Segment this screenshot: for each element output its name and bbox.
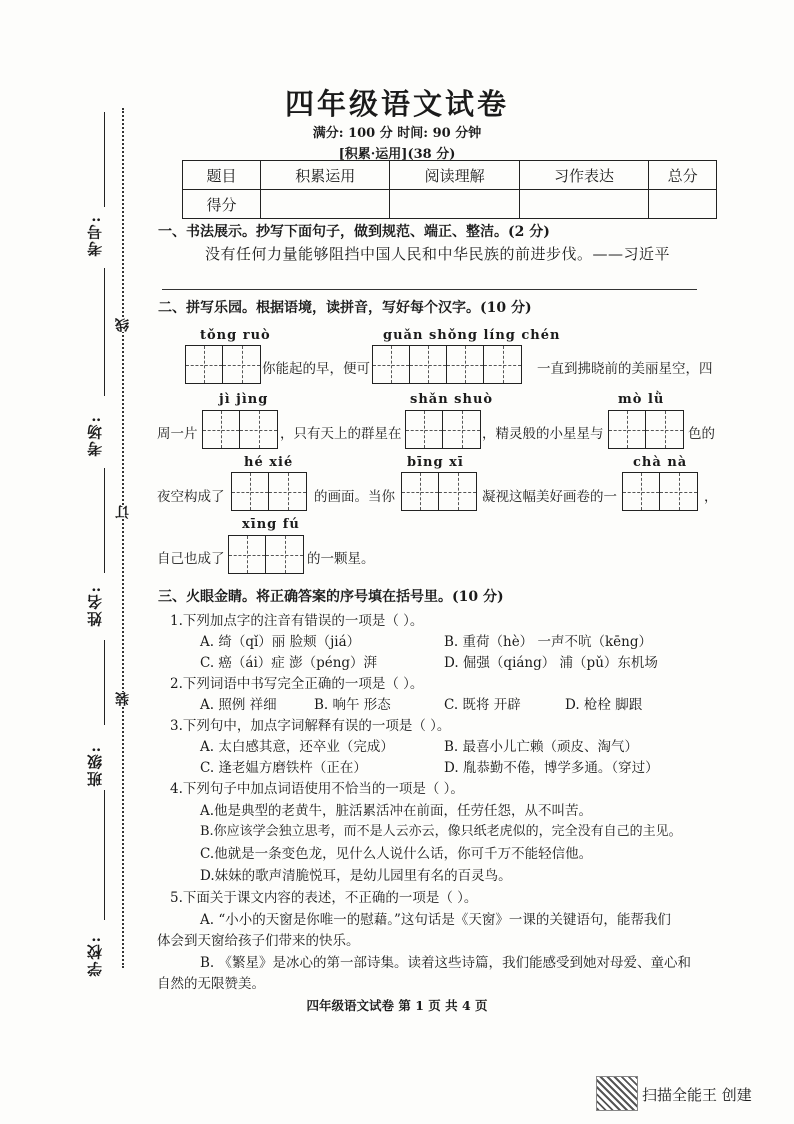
writing-grid[interactable] — [228, 535, 304, 574]
score-cell[interactable] — [390, 190, 519, 219]
passage-text: 色的 — [688, 426, 715, 442]
option-5a: A. “小小的天窗是你唯一的慰藉。”这句话是《天窗》一课的关键语句，能帮我们 — [200, 912, 671, 928]
option-1a: A. 绮（qǐ）丽 脸颊（jiá） — [200, 634, 361, 650]
writing-grid[interactable] — [372, 345, 522, 384]
option-1d: D. 倔强（qiáng） 浦（pǔ）东机场 — [444, 655, 658, 671]
scanner-watermark: 扫描全能王 创建 — [642, 1086, 752, 1104]
option-3c: C. 逢老媪方磨铁杵（正在） — [200, 760, 367, 776]
score-cell[interactable] — [649, 190, 717, 219]
option-2d: D. 枪栓 脚跟 — [565, 697, 643, 713]
writing-grid[interactable] — [608, 410, 684, 449]
pinyin: mò lǜ — [618, 392, 665, 407]
passage-text: 凝视这幅美好画卷的一 — [482, 489, 617, 505]
part-label: [积累·运用](38 分) — [338, 147, 456, 162]
option-5b: B. 《繁星》是冰心的第一部诗集。读着这些诗篇，我们能感受到她对母爱、童心和 — [200, 955, 692, 971]
question-1: 1.下列加点字的注音有错误的一项是（ ）。 — [170, 613, 424, 629]
binding-label-name: 姓名: — [86, 585, 104, 627]
option-3d: D. 胤恭勤不倦，博学多通。（穿过） — [444, 760, 659, 776]
option-2b: B. 响午 形态 — [314, 697, 391, 713]
option-3a: A. 太白感其意，还卒业（完成） — [200, 739, 394, 755]
option-1c: C. 癌（ái）症 澎（péng）湃 — [200, 655, 378, 671]
section3-heading: 三、火眼金睛。将正确答案的序号填在括号里。(10 分) — [158, 589, 504, 605]
binding-char-zhuang: 装 — [115, 692, 131, 706]
binding-line — [104, 640, 105, 725]
writing-grid[interactable] — [185, 345, 261, 384]
passage-text: 自己也成了 — [157, 551, 225, 567]
pinyin: hé xié — [244, 455, 294, 470]
binding-label-exam-room: 考场: — [86, 415, 104, 457]
passage-text: ， — [704, 489, 718, 505]
table-header: 积累运用 — [261, 161, 390, 190]
option-5b-cont: 自然的无限赞美。 — [157, 976, 265, 992]
page-title: 四年级语文试卷 — [284, 87, 509, 121]
option-2a: A. 照例 祥细 — [200, 697, 277, 713]
binding-label-school: 学校: — [86, 935, 104, 977]
option-1b: B. 重荷（hè） 一声不吭（kēng） — [444, 634, 652, 650]
question-3: 3.下列句中，加点字词解释有误的一项是（ ）。 — [170, 718, 451, 734]
question-2: 2.下列词语中书写完全正确的一项是（ ）。 — [170, 676, 424, 692]
row-label: 得分 — [183, 190, 261, 219]
section1-heading: 一、书法展示。抄写下面句子，做到规范、端正、整洁。(2 分) — [158, 224, 550, 240]
binding-char-ding: 订 — [115, 505, 131, 519]
pinyin: xīng fú — [242, 517, 300, 532]
writing-grid[interactable] — [405, 410, 481, 449]
binding-label-exam-number: 考号: — [86, 215, 104, 257]
score-table-row — [183, 190, 717, 219]
pinyin: chà nà — [633, 455, 688, 470]
qr-code-icon — [596, 1076, 638, 1111]
pinyin: shǎn shuò — [410, 392, 494, 407]
question-5: 5.下面关于课文内容的表述，不正确的一项是（ ）。 — [170, 890, 478, 906]
writing-grid[interactable] — [401, 472, 477, 511]
table-header: 总分 — [649, 161, 717, 190]
option-4a: A.他是典型的老黄牛，脏活累活冲在前面，任劳任怨，从不叫苦。 — [200, 803, 593, 819]
option-3b: B. 最喜小儿亡赖（顽皮、淘气） — [444, 739, 639, 755]
writing-grid[interactable] — [622, 472, 698, 511]
option-5a-cont: 体会到天窗给孩子们带来的快乐。 — [157, 933, 360, 949]
table-header: 习作表达 — [519, 161, 648, 190]
passage-text: 一直到拂晓前的美丽星空，四 — [537, 361, 713, 377]
binding-label-class: 班级: — [86, 745, 104, 787]
binding-line — [104, 468, 105, 573]
table-header: 阅读理解 — [390, 161, 519, 190]
table-header: 题目 — [183, 161, 261, 190]
passage-text: 的一颗星。 — [307, 551, 375, 567]
option-2c: C. 既将 开辟 — [444, 697, 521, 713]
binding-line — [104, 268, 105, 396]
pinyin: jì jìng — [219, 392, 269, 407]
option-4b: B.你应该学会独立思考，而不是人云亦云，像只纸老虎似的，完全没有自己的主见。 — [200, 824, 682, 839]
page-footer: 四年级语文试卷 第 1 页 共 4 页 — [306, 998, 488, 1013]
pinyin: tǒng ruò — [200, 328, 271, 343]
score-cell[interactable] — [261, 190, 390, 219]
passage-text: 的画面。当你 — [314, 489, 395, 505]
section2-heading: 二、拼写乐园。根据语境，读拼音，写好每个汉字。(10 分) — [158, 300, 532, 316]
writing-grid[interactable] — [202, 410, 278, 449]
binding-char-xian: 线 — [115, 318, 131, 332]
exam-meta: 满分: 100 分 时间: 90 分钟 — [312, 126, 482, 141]
pinyin: guǎn shǒng líng chén — [383, 328, 561, 343]
section1-quote: 没有任何力量能够阻挡中国人民和中华民族的前进步伐。——习近平 — [205, 245, 671, 263]
question-4: 4.下列句子中加点词语使用不恰当的一项是（ ）。 — [170, 781, 464, 797]
binding-line — [104, 790, 105, 920]
option-4c: C.他就是一条变色龙，见什么人说什么话，你可千万不能轻信他。 — [200, 846, 593, 862]
binding-dotted-line — [122, 108, 124, 968]
pinyin: bīng xī — [407, 455, 464, 470]
writing-grid[interactable] — [231, 472, 307, 511]
score-table-header-row — [183, 161, 717, 190]
copy-line[interactable] — [162, 289, 697, 290]
passage-text: ，只有天上的群星在 — [280, 426, 402, 442]
passage-text: 周一片 — [157, 426, 198, 442]
passage-text: ，精灵般的小星星与 — [482, 426, 604, 442]
passage-text: 夜空构成了 — [157, 489, 225, 505]
option-4d: D.妹妹的歌声清脆悦耳，是幼儿园里有名的百灵鸟。 — [200, 868, 512, 884]
passage-text: 你能起的早，便可 — [262, 361, 370, 377]
score-cell[interactable] — [519, 190, 648, 219]
score-table — [182, 160, 717, 219]
